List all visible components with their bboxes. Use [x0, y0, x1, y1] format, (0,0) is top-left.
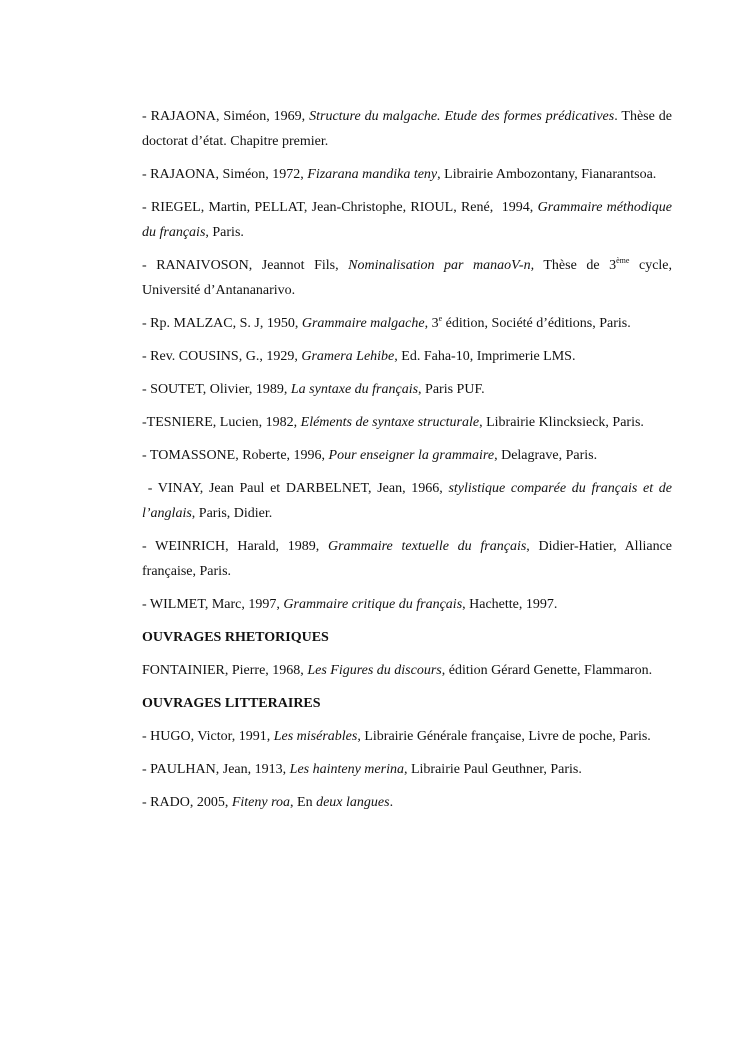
entry-author: - Rev. COUSINS, G., 1929, [142, 349, 302, 364]
entry-title: Eléments de syntaxe structurale [300, 415, 480, 430]
entry-title: Fiteny roa [231, 795, 291, 810]
bibliography-entry [142, 344, 672, 369]
entry-details: , Delagrave, Paris. [494, 448, 598, 463]
bibliography-entry [142, 311, 672, 336]
bibliography-entry [142, 253, 672, 303]
bibliography-entry [142, 195, 672, 245]
entry-details: , 3 [424, 316, 439, 331]
entry-details: , Librairie Klincksieck, Paris. [479, 415, 644, 430]
entry-title: Grammaire critique du français [283, 597, 463, 612]
entry-author: - VINAY, Jean Paul et DARBELNET, Jean, 1966, [142, 481, 449, 496]
entry-details: édition, Société d’éditions, Paris. [442, 316, 631, 331]
entry-author: -TESNIERE, Lucien, 1982, [142, 415, 301, 430]
entry-details: , Paris. [205, 225, 244, 240]
entry-author: FONTAINIER, Pierre, 1968, [142, 663, 308, 678]
bibliography-entry [142, 592, 672, 617]
entry-details: , édition Gérard Genette, Flammaron. [441, 663, 653, 678]
entry-author: - SOUTET, Olivier, 1989, [142, 382, 291, 397]
entry-details: . Thèse de doctorat d’état. Chapitre premier. [142, 109, 673, 149]
entry-author: - WEINRICH, Harald, 1989, [142, 539, 328, 554]
entry-author: - WILMET, Marc, 1997, [142, 597, 284, 612]
entry-title: Les misérables [273, 729, 358, 744]
bibliography-entry [142, 476, 672, 526]
entry-author: - RAJAONA, Siméon, 1972, [142, 167, 308, 182]
entry-title: deux langues [316, 795, 390, 810]
entry-author: - RANAIVOSON, Jeannot Fils, [142, 258, 349, 273]
entry-title: Grammaire textuelle du français [327, 539, 527, 554]
superscript: ème [616, 256, 630, 265]
entry-title: Nominalisation par manaoV-n, [348, 258, 535, 273]
section-heading-litteraires: OUVRAGES LITTERAIRES [142, 696, 321, 711]
entry-details: , Ed. Faha-10, Imprimerie LMS. [394, 349, 576, 364]
entry-author: - RADO, 2005, [142, 795, 232, 810]
entry-author: - RIEGEL, Martin, PELLAT, Jean-Christophe, RIOUL, René, 1994, [142, 200, 538, 215]
bibliography-entry [142, 104, 672, 154]
entry-details: , Paris PUF. [418, 382, 485, 397]
bibliography-entry [142, 443, 672, 468]
entry-details: , Didier-Hatier, Alliance française, Paris. [142, 539, 672, 579]
entry-title: Grammaire méthodique du français [142, 200, 673, 240]
entry-author: - PAULHAN, Jean, 1913, [142, 762, 290, 777]
entry-details: , En [290, 795, 317, 810]
entry-details: , Librairie Générale française, Livre de poche, Paris. [357, 729, 651, 744]
entry-title: Fizarana mandika teny [307, 167, 438, 182]
bibliography [142, 104, 672, 823]
entry-title: Les Figures du discours [307, 663, 442, 678]
entry-details: Thèse de 3 [534, 258, 617, 273]
bibliography-entry [142, 534, 672, 584]
bibliography-entry [142, 377, 672, 402]
section-heading-rhetoriques: OUVRAGES RHETORIQUES [142, 630, 329, 645]
entry-title: La syntaxe du français [290, 382, 419, 397]
entry-details: , Paris, Didier. [191, 506, 273, 521]
entry-title: Grammaire malgache [301, 316, 425, 331]
bibliography-entry [142, 410, 672, 435]
entry-title: stylistique comparée du français et de l’anglais [142, 481, 673, 521]
entry-details: cycle, Université d’Antananarivo. [142, 258, 673, 298]
entry-author: - Rp. MALZAC, S. J, 1950, [142, 316, 302, 331]
entry-author: - RAJAONA, Siméon, 1969, [142, 109, 310, 124]
bibliography-entry [142, 162, 672, 187]
entry-details: . [389, 795, 394, 810]
entry-title: Les hainteny merina [289, 762, 404, 777]
entry-title: Gramera Lehibe [301, 349, 395, 364]
bibliography-entry [142, 724, 672, 749]
entry-title: Structure du malgache. Etude des formes prédicatives [309, 109, 615, 124]
bibliography-entry [142, 790, 672, 815]
entry-details: , Librairie Ambozontany, Fianarantsoa. [437, 167, 657, 182]
entry-details: , Librairie Paul Geuthner, Paris. [403, 762, 582, 777]
entry-author: - HUGO, Victor, 1991, [142, 729, 274, 744]
bibliography-entry [142, 658, 672, 683]
superscript: e [438, 314, 443, 323]
bibliography-entry [142, 757, 672, 782]
entry-details: , Hachette, 1997. [462, 597, 558, 612]
entry-author: - TOMASSONE, Roberte, 1996, [142, 448, 329, 463]
entry-title: Pour enseigner la grammaire [328, 448, 495, 463]
